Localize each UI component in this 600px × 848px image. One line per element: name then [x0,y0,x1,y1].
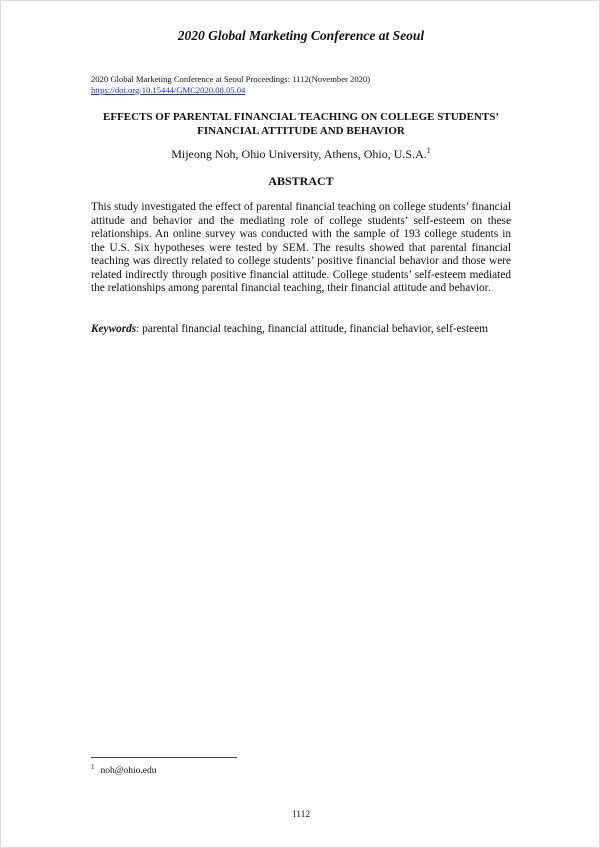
abstract-body: This study investigated the effect of parental financial teaching on college students’ financial attitude and behavior and the mediating role of college students’ self-esteem on these relationships. An online survey was conducted with the sample of 193 college students in the U.S. Six hypotheses were tested by SEM. The results showed that parental financial teaching was directly related to college students’ positive financial behavior and those were related indirectly through positive financial attitude. College students’ self-esteem mediated the relationships among parental financial teaching, their financial attitude and behavior. [91,201,511,294]
author-line [91,147,511,162]
keywords-text: : parental financial teaching, financial attitude, financial behavior, self-esteem [136,323,488,335]
author-affiliation: Mijeong Noh, Ohio University, Athens, Ohio, U.S.A. [171,147,427,161]
proceedings-citation: 2020 Global Marketing Conference at Seoul Proceedings: 1112(November 2020) [91,74,371,84]
abstract-heading: ABSTRACT [268,174,334,188]
keywords-paragraph [91,323,511,337]
running-header: 2020 Global Marketing Conference at Seoul [177,28,425,43]
keywords-label: Keywords [91,323,137,335]
footnote-email: noh@ohio.edu [100,766,157,776]
footnote-divider [91,757,237,758]
paper-title: EFFECTS OF PARENTAL FINANCIAL TEACHING ON COLLEGE STUDENTS’ FINANCIAL ATTITUDE AND BEHAVIOR [103,111,499,137]
doi-link[interactable]: https://doi.org/10.15444/GMC2020.08.05.04 [91,84,246,95]
footnote [91,762,391,776]
author-footnote-marker[interactable]: 1 [426,146,431,155]
footnote-marker: 1 [91,762,95,771]
page-number: 1112 [291,810,311,820]
proceedings-info [91,74,511,95]
